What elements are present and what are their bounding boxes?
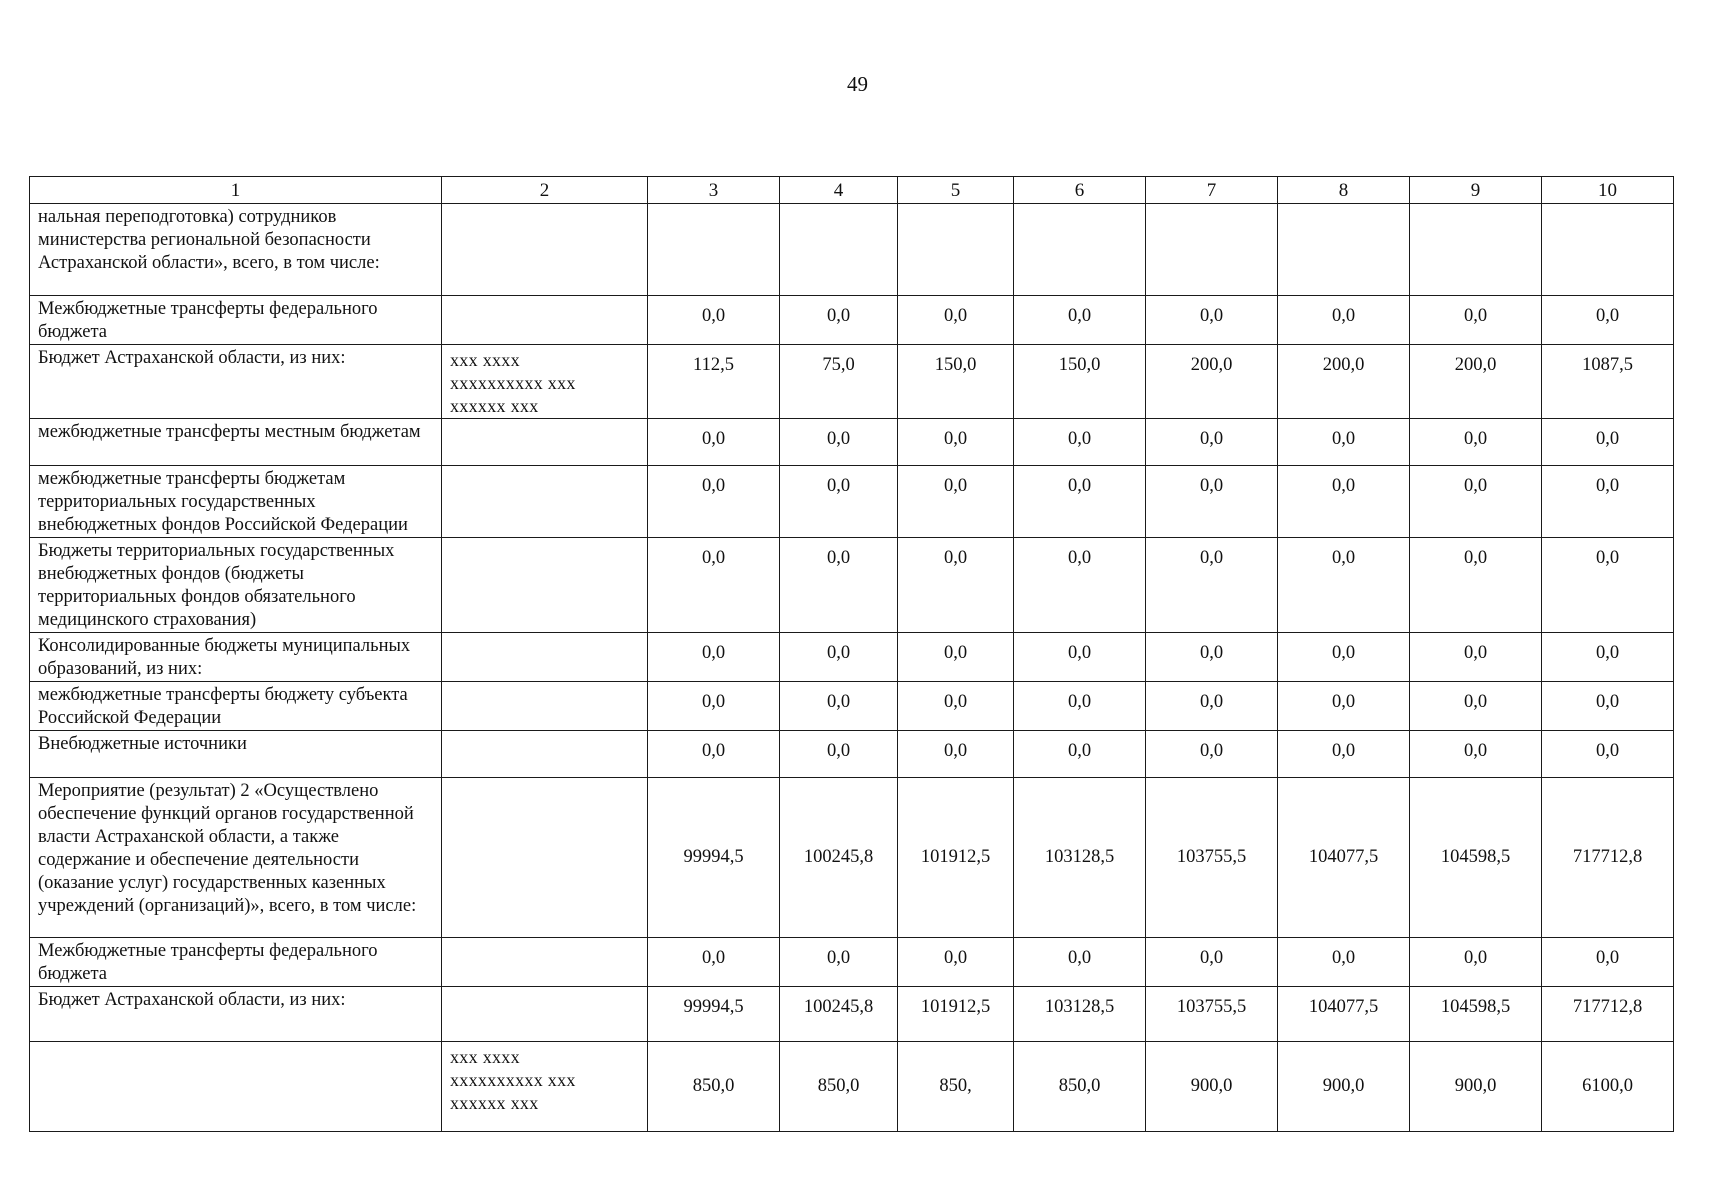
value-cell: 0,0 [1014, 419, 1146, 466]
value-cell: 103755,5 [1146, 778, 1278, 938]
value-cell: 104077,5 [1278, 778, 1410, 938]
value-cell: 0,0 [1014, 466, 1146, 538]
row-label: Внебюджетные источники [30, 731, 442, 778]
value-cell: 0,0 [1014, 296, 1146, 345]
value-cell [780, 204, 898, 296]
value-cell: 0,0 [1146, 419, 1278, 466]
row-label: Бюджеты территориальных государственных внебюджетных фондов (бюджеты территориальных фондов обязательного медицинского страхования) [30, 538, 442, 633]
code-line: хххххххххх ххх [450, 1070, 576, 1090]
value-cell [1542, 204, 1674, 296]
code-line: хххххх ххх [450, 1093, 539, 1113]
column-header: 6 [1014, 177, 1146, 204]
value-cell [648, 204, 780, 296]
value-cell: 900,0 [1278, 1042, 1410, 1132]
value-cell: 0,0 [648, 633, 780, 682]
value-cell: 0,0 [1146, 938, 1278, 987]
row-label: межбюджетные трансферты бюджетам территориальных государственных внебюджетных фондов Российской Федерации [30, 466, 442, 538]
value-cell: 0,0 [780, 466, 898, 538]
row-code [442, 633, 648, 682]
value-cell: 0,0 [1278, 466, 1410, 538]
row-label: Бюджет Астраханской области, из них: [30, 987, 442, 1042]
value-cell: 103128,5 [1014, 778, 1146, 938]
row-code [442, 778, 648, 938]
value-cell: 0,0 [648, 682, 780, 731]
table-row [30, 296, 1674, 345]
column-header: 7 [1146, 177, 1278, 204]
value-cell [1146, 204, 1278, 296]
page-number: 49 [847, 72, 868, 96]
value-cell: 0,0 [1278, 682, 1410, 731]
table-header-row [30, 177, 1674, 204]
value-cell: 200,0 [1410, 345, 1542, 419]
value-cell: 850,0 [648, 1042, 780, 1132]
value-cell: 0,0 [1014, 538, 1146, 633]
value-cell: 0,0 [1014, 682, 1146, 731]
value-cell: 0,0 [1278, 296, 1410, 345]
value-cell: 850,0 [780, 1042, 898, 1132]
row-label [30, 1042, 442, 1132]
row-label: нальная переподготовка) сотрудников министерства региональной безопасности Астраханской области», всего, в том числе: [30, 204, 442, 296]
code-line: ххх хххх [450, 350, 520, 370]
value-cell: 0,0 [1014, 731, 1146, 778]
value-cell: 717712,8 [1542, 987, 1674, 1042]
value-cell: 0,0 [1410, 538, 1542, 633]
value-cell: 103755,5 [1146, 987, 1278, 1042]
value-cell: 0,0 [1410, 296, 1542, 345]
value-cell: 0,0 [898, 538, 1014, 633]
value-cell: 100245,8 [780, 778, 898, 938]
value-cell: 0,0 [648, 419, 780, 466]
value-cell: 200,0 [1278, 345, 1410, 419]
row-label: Консолидированные бюджеты муниципальных образований, из них: [30, 633, 442, 682]
table-row [30, 466, 1674, 538]
value-cell: 850,0 [1014, 1042, 1146, 1132]
column-header: 3 [648, 177, 780, 204]
column-header: 1 [30, 177, 442, 204]
value-cell: 100245,8 [780, 987, 898, 1042]
column-header: 9 [1410, 177, 1542, 204]
value-cell: 0,0 [1542, 466, 1674, 538]
column-header: 8 [1278, 177, 1410, 204]
value-cell: 0,0 [648, 296, 780, 345]
value-cell: 0,0 [1146, 633, 1278, 682]
row-label: Межбюджетные трансферты федерального бюджета [30, 938, 442, 987]
value-cell: 0,0 [780, 633, 898, 682]
row-code [442, 345, 648, 419]
code-line: ххх хххх [450, 1047, 520, 1067]
value-cell: 112,5 [648, 345, 780, 419]
value-cell: 0,0 [898, 419, 1014, 466]
code-line: хххххххххх ххх [450, 373, 576, 393]
value-cell: 0,0 [1278, 538, 1410, 633]
value-cell: 0,0 [1014, 633, 1146, 682]
table-row [30, 345, 1674, 419]
value-cell: 850, [898, 1042, 1014, 1132]
row-code [442, 538, 648, 633]
value-cell: 0,0 [1146, 731, 1278, 778]
budget-table [29, 176, 1674, 1132]
value-cell: 0,0 [1542, 296, 1674, 345]
value-cell [1278, 204, 1410, 296]
value-cell: 0,0 [1146, 538, 1278, 633]
value-cell: 0,0 [1278, 633, 1410, 682]
row-code [442, 1042, 648, 1132]
column-header: 2 [442, 177, 648, 204]
value-cell: 0,0 [898, 296, 1014, 345]
value-cell: 0,0 [648, 731, 780, 778]
value-cell: 0,0 [898, 682, 1014, 731]
table-row [30, 1042, 1674, 1132]
value-cell: 0,0 [1146, 296, 1278, 345]
value-cell: 0,0 [780, 731, 898, 778]
value-cell: 200,0 [1146, 345, 1278, 419]
value-cell: 0,0 [1542, 682, 1674, 731]
row-code [442, 204, 648, 296]
value-cell: 717712,8 [1542, 778, 1674, 938]
value-cell [1410, 204, 1542, 296]
value-cell: 0,0 [1146, 682, 1278, 731]
row-label: Межбюджетные трансферты федерального бюджета [30, 296, 442, 345]
row-code [442, 682, 648, 731]
value-cell: 104598,5 [1410, 778, 1542, 938]
value-cell: 150,0 [1014, 345, 1146, 419]
row-label: межбюджетные трансферты бюджету субъекта Российской Федерации [30, 682, 442, 731]
value-cell: 101912,5 [898, 987, 1014, 1042]
table-row [30, 419, 1674, 466]
row-code [442, 466, 648, 538]
row-label: Мероприятие (результат) 2 «Осуществлено обеспечение функций органов государственной власти Астраханской области, а также содержание и обеспечение деятельности (оказание услуг) государственных казенных учреждений (организаций)», всего, в том числе: [30, 778, 442, 938]
value-cell: 104598,5 [1410, 987, 1542, 1042]
value-cell: 0,0 [1410, 419, 1542, 466]
value-cell: 150,0 [898, 345, 1014, 419]
value-cell: 0,0 [898, 731, 1014, 778]
table-row [30, 633, 1674, 682]
value-cell: 75,0 [780, 345, 898, 419]
row-code [442, 938, 648, 987]
value-cell: 0,0 [1278, 938, 1410, 987]
code-line: хххххх ххх [450, 396, 539, 416]
value-cell: 101912,5 [898, 778, 1014, 938]
value-cell: 6100,0 [1542, 1042, 1674, 1132]
value-cell: 0,0 [1542, 419, 1674, 466]
value-cell: 0,0 [780, 296, 898, 345]
table-row [30, 682, 1674, 731]
value-cell: 0,0 [898, 938, 1014, 987]
value-cell: 0,0 [648, 938, 780, 987]
column-header: 5 [898, 177, 1014, 204]
value-cell: 0,0 [1410, 938, 1542, 987]
value-cell: 0,0 [1542, 938, 1674, 987]
value-cell: 900,0 [1146, 1042, 1278, 1132]
value-cell: 0,0 [780, 419, 898, 466]
value-cell: 0,0 [1410, 731, 1542, 778]
row-label: Бюджет Астраханской области, из них: [30, 345, 442, 419]
table-row [30, 778, 1674, 938]
row-code [442, 296, 648, 345]
table-row [30, 538, 1674, 633]
table-row [30, 204, 1674, 296]
value-cell: 104077,5 [1278, 987, 1410, 1042]
value-cell: 0,0 [648, 538, 780, 633]
column-header: 10 [1542, 177, 1674, 204]
value-cell: 0,0 [1014, 938, 1146, 987]
value-cell: 0,0 [1146, 466, 1278, 538]
value-cell: 99994,5 [648, 987, 780, 1042]
value-cell: 900,0 [1410, 1042, 1542, 1132]
row-label: межбюджетные трансферты местным бюджетам [30, 419, 442, 466]
table-row [30, 938, 1674, 987]
column-header: 4 [780, 177, 898, 204]
value-cell: 0,0 [1410, 633, 1542, 682]
value-cell: 1087,5 [1542, 345, 1674, 419]
value-cell: 0,0 [898, 633, 1014, 682]
row-code [442, 419, 648, 466]
value-cell: 0,0 [1542, 633, 1674, 682]
value-cell: 0,0 [780, 538, 898, 633]
value-cell [898, 204, 1014, 296]
value-cell: 0,0 [1278, 419, 1410, 466]
value-cell: 0,0 [780, 682, 898, 731]
row-code [442, 731, 648, 778]
value-cell: 103128,5 [1014, 987, 1146, 1042]
value-cell: 0,0 [1410, 466, 1542, 538]
value-cell: 0,0 [1542, 538, 1674, 633]
value-cell: 0,0 [1542, 731, 1674, 778]
value-cell: 0,0 [1410, 682, 1542, 731]
value-cell [1014, 204, 1146, 296]
value-cell: 99994,5 [648, 778, 780, 938]
table-row [30, 987, 1674, 1042]
value-cell: 0,0 [648, 466, 780, 538]
table-row [30, 731, 1674, 778]
row-code [442, 987, 648, 1042]
value-cell: 0,0 [898, 466, 1014, 538]
value-cell: 0,0 [1278, 731, 1410, 778]
value-cell: 0,0 [780, 938, 898, 987]
